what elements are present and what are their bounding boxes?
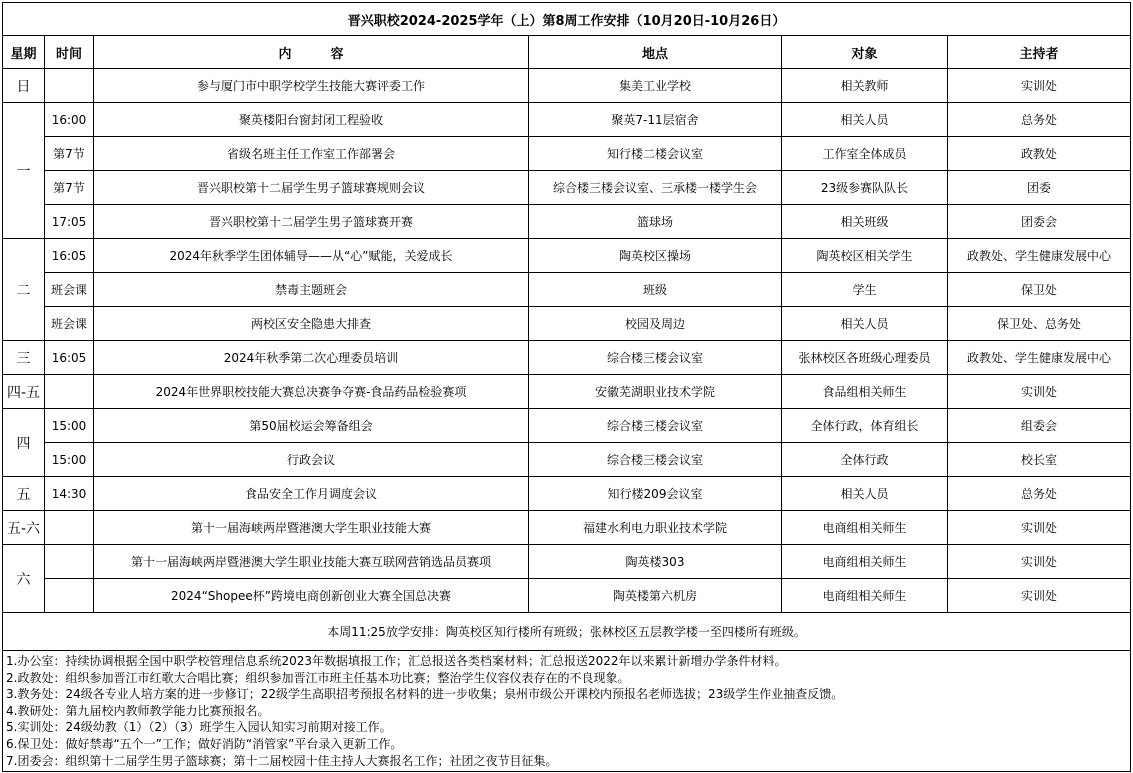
table-row: [3, 409, 1131, 443]
table-row: [3, 307, 1131, 341]
place-cell: 安徽芜湖职业技术学院: [529, 375, 782, 409]
content-cell: 2024年秋季第二次心理委员培训: [94, 341, 529, 375]
table-row: [3, 341, 1131, 375]
target-cell: 相关人员: [782, 477, 948, 511]
note-line: 6.保卫处：做好禁毒“五个一”工作；做好消防“消管家”平台录入更新工作。: [6, 736, 403, 751]
table-row: [3, 375, 1131, 409]
target-cell: 23级参赛队队长: [782, 171, 948, 205]
target-cell: 相关人员: [782, 103, 948, 137]
host-cell: 实训处: [948, 579, 1131, 613]
place-cell: 集美工业学校: [529, 69, 782, 103]
header-host: 主持者: [948, 36, 1131, 69]
header-row: [3, 36, 1131, 69]
target-cell: 陶英校区相关学生: [782, 239, 948, 273]
target-cell: 全体行政，体育组长: [782, 409, 948, 443]
target-cell: 电商组相关师生: [782, 579, 948, 613]
target-cell: 电商组相关师生: [782, 545, 948, 579]
day-cell: 三: [3, 341, 45, 375]
note-line: 4.教研处：第九届校内教师教学能力比赛预报名。: [6, 703, 270, 718]
host-cell: 政教处、学生健康发展中心: [948, 239, 1131, 273]
host-cell: 团委: [948, 171, 1131, 205]
content-cell: 禁毒主题班会: [94, 273, 529, 307]
host-cell: 实训处: [948, 69, 1131, 103]
place-cell: 知行楼二楼会议室: [529, 137, 782, 171]
table-row: [3, 579, 1131, 613]
content-cell: 晋兴职校第十二届学生男子篮球赛规则会议: [94, 171, 529, 205]
table-row: [3, 171, 1131, 205]
host-cell: 总务处: [948, 103, 1131, 137]
time-cell: 15:00: [45, 443, 94, 477]
table-row: [3, 443, 1131, 477]
day-cell: 日: [3, 69, 45, 103]
content-cell: 行政会议: [94, 443, 529, 477]
place-cell: 知行楼209会议室: [529, 477, 782, 511]
time-cell: 班会课: [45, 273, 94, 307]
host-cell: 保卫处: [948, 273, 1131, 307]
table-row: [3, 477, 1131, 511]
table-row: [3, 239, 1131, 273]
place-cell: 福建水利电力职业技术学院: [529, 511, 782, 545]
host-cell: 实训处: [948, 545, 1131, 579]
content-cell: 第50届校运会筹备组会: [94, 409, 529, 443]
day-cell: 四-五: [3, 375, 45, 409]
header-content: 内 容: [94, 36, 529, 69]
day-cell: 四: [3, 409, 45, 477]
place-cell: 陶英校区操场: [529, 239, 782, 273]
table-row: [3, 69, 1131, 103]
host-cell: 团委会: [948, 205, 1131, 239]
time-cell: 班会课: [45, 307, 94, 341]
time-cell: [45, 375, 94, 409]
host-cell: 总务处: [948, 477, 1131, 511]
host-cell: 校长室: [948, 443, 1131, 477]
header-day: 星期: [3, 36, 45, 69]
target-cell: 工作室全体成员: [782, 137, 948, 171]
table-row: [3, 273, 1131, 307]
content-cell: 2024“Shopee杯”跨境电商创新创业大赛全国总决赛: [94, 579, 529, 613]
note-line: 1.办公室：持续协调根据全国中职学校管理信息系统2023年数据填报工作；汇总报送各类档案材料；汇总报送2022年以来累计新增办学条件材料。: [6, 654, 787, 668]
table-row: [3, 545, 1131, 579]
content-cell: 第十一届海峡两岸暨港澳大学生职业技能大赛: [94, 511, 529, 545]
target-cell: 食品组相关师生: [782, 375, 948, 409]
day-cell: 六: [3, 545, 45, 613]
note-line: 2.政教处：组织参加晋江市红歌大合唱比赛；组织参加晋江市班主任基本功比赛；整治学生仪容仪表存在的不良现象。: [6, 670, 630, 685]
content-cell: 2024年秋季学生团体辅导——从“心”赋能，关爱成长: [94, 239, 529, 273]
note-line: 5.实训处：24级幼教（1）（2）（3）班学生入园认知实习前期对接工作。: [6, 720, 392, 735]
day-cell: 一: [3, 103, 45, 239]
time-cell: 16:05: [45, 341, 94, 375]
department-notes: [3, 651, 1131, 772]
host-cell: 政教处: [948, 137, 1131, 171]
time-cell: [45, 545, 94, 579]
time-cell: 16:05: [45, 239, 94, 273]
place-cell: 聚英7-11层宿舍: [529, 103, 782, 137]
content-cell: 省级名班主任工作室工作部署会: [94, 137, 529, 171]
target-cell: 全体行政: [782, 443, 948, 477]
header-target: 对象: [782, 36, 948, 69]
note-line: 7.团委会：组织第十二届学生男子篮球赛；第十二届校园十佳主持人大赛报名工作；社团之夜节目征集。: [6, 753, 558, 768]
note-line: 3.教务处：24级各专业人培方案的进一步修订；22级学生高职招考预报名材料的进一步收集；泉州市级公开课校内预报名老师选拔；23级学生作业抽查反馈。: [6, 687, 844, 702]
time-cell: [45, 511, 94, 545]
target-cell: 相关班级: [782, 205, 948, 239]
place-cell: 综合楼三楼会议室: [529, 341, 782, 375]
time-cell: 17:05: [45, 205, 94, 239]
target-cell: 相关教师: [782, 69, 948, 103]
content-cell: 第十一届海峡两岸暨港澳大学生职业技能大赛互联网营销选品员赛项: [94, 545, 529, 579]
host-cell: 组委会: [948, 409, 1131, 443]
schedule-table: [2, 2, 1131, 772]
day-cell: 五: [3, 477, 45, 511]
content-cell: 参与厦门市中职学校学生技能大赛评委工作: [94, 69, 529, 103]
target-cell: 相关人员: [782, 307, 948, 341]
place-cell: 篮球场: [529, 205, 782, 239]
table-row: [3, 137, 1131, 171]
host-cell: 实训处: [948, 511, 1131, 545]
host-cell: 保卫处、总务处: [948, 307, 1131, 341]
time-cell: 16:00: [45, 103, 94, 137]
target-cell: 电商组相关师生: [782, 511, 948, 545]
header-time: 时间: [45, 36, 94, 69]
content-cell: 两校区安全隐患大排查: [94, 307, 529, 341]
day-cell: 五-六: [3, 511, 45, 545]
dismissal-notice: 本周11:25放学安排：陶英校区知行楼所有班级；张林校区五层教学楼一至四楼所有班级。: [3, 613, 1131, 651]
day-cell: 二: [3, 239, 45, 341]
place-cell: 综合楼三楼会议室: [529, 409, 782, 443]
content-cell: 食品安全工作月调度会议: [94, 477, 529, 511]
time-cell: 第7节: [45, 171, 94, 205]
place-cell: 综合楼三楼会议室: [529, 443, 782, 477]
target-cell: 张林校区各班级心理委员: [782, 341, 948, 375]
content-cell: 聚英楼阳台窗封闭工程验收: [94, 103, 529, 137]
target-cell: 学生: [782, 273, 948, 307]
place-cell: 陶英楼第六机房: [529, 579, 782, 613]
host-cell: 实训处: [948, 375, 1131, 409]
content-cell: 2024年世界职校技能大赛总决赛争夺赛-食品药品检验赛项: [94, 375, 529, 409]
table-row: [3, 511, 1131, 545]
time-cell: [45, 579, 94, 613]
place-cell: 班级: [529, 273, 782, 307]
time-cell: [45, 69, 94, 103]
content-cell: 晋兴职校第十二届学生男子篮球赛开赛: [94, 205, 529, 239]
schedule-sheet: [2, 2, 1130, 772]
page-title: 晋兴职校2024-2025学年（上）第8周工作安排（10月20日-10月26日）: [3, 3, 1131, 36]
place-cell: 陶英楼303: [529, 545, 782, 579]
host-cell: 政教处、学生健康发展中心: [948, 341, 1131, 375]
time-cell: 15:00: [45, 409, 94, 443]
place-cell: 综合楼三楼会议室、三承楼一楼学生会: [529, 171, 782, 205]
time-cell: 第7节: [45, 137, 94, 171]
place-cell: 校园及周边: [529, 307, 782, 341]
header-place: 地点: [529, 36, 782, 69]
time-cell: 14:30: [45, 477, 94, 511]
table-row: [3, 103, 1131, 137]
table-row: [3, 205, 1131, 239]
